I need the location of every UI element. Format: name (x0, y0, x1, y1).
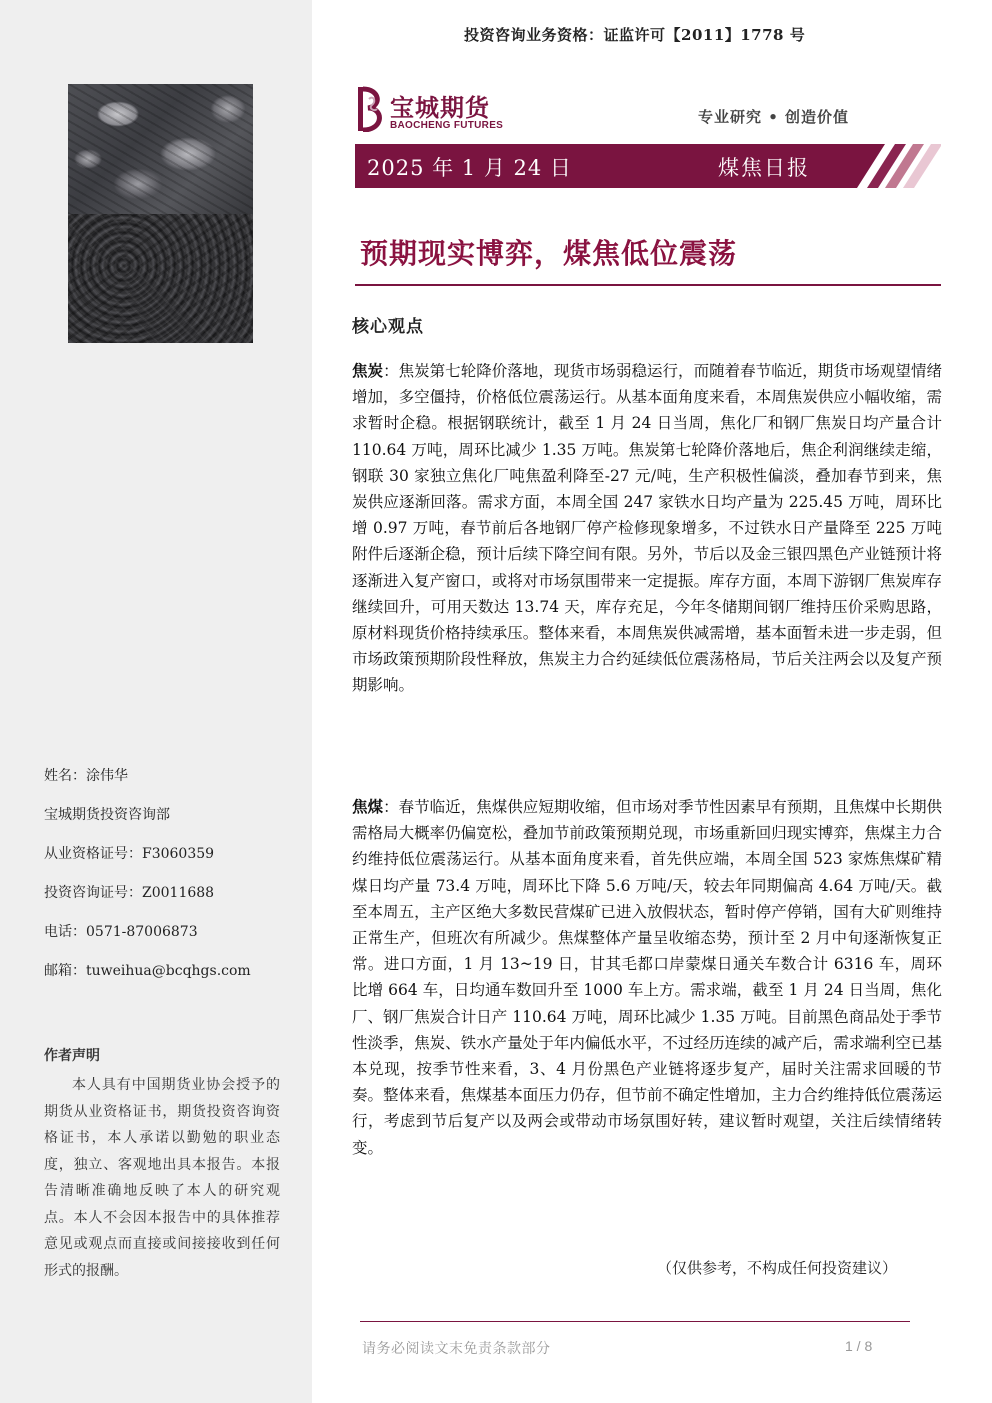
report-type: 煤焦日报 (718, 156, 810, 180)
paragraph-lead: 焦煤 (352, 797, 384, 816)
declaration-text: 本人具有中国期货业协会授予的期货从业资格证书，期货投资咨询资格证书，本人承诺以勤勉的职业态度，独立、客观地出具本报告。本报告清晰准确地反映了本人的研究观点。本人不会因本报告中的具体推荐意见或观点而直接或间接接收到任何形式的报酬。 (44, 1077, 280, 1279)
investment-disclaimer: （仅供参考，不构成任何投资建议） (657, 1259, 898, 1277)
author-dept: 宝城期货投资咨询部 (44, 807, 170, 823)
section-title: 核心观点 (352, 317, 424, 337)
author-info (44, 765, 284, 999)
coal-lumps-image (68, 84, 253, 214)
brand-logo (356, 86, 526, 134)
brand-name-en: BAOCHENG FUTURES (390, 120, 504, 131)
author-qualification: 从业资格证号：F3060359 (44, 846, 215, 862)
author-consult-id: 投资咨询证号：Z0011688 (44, 885, 215, 901)
report-headline: 预期现实博弈，煤焦低位震荡 (360, 237, 738, 270)
footer-note: 请务必阅读文末免责条款部分 (362, 1341, 551, 1357)
paragraph-lead: 焦炭 (352, 361, 384, 380)
declaration-title: 作者声明 (44, 1048, 100, 1064)
headline-divider (355, 284, 941, 286)
coke-pile-image (68, 214, 253, 343)
paragraph-text: ：焦炭第七轮降价落地，现货市场弱稳运行，而随着春节临近，期货市场观望情绪增加，多空僵持，价格低位震荡运行。从基本面角度来看，本周焦炭供应小幅收缩，需求暂时企稳。根据钢联统计，截至 1 月 24 日当周，焦化厂和钢厂焦炭日均产量合计 110.64 万吨，周环比减少 1.35 万吨。焦炭第七轮降价落地后，焦企利润继续走缩，钢联 30 家独立焦化厂吨焦盈利降至-27 元/吨，生产积极性偏淡，叠加春节到来，焦炭供应逐渐回落。需求方面，本周全国 247 家铁水日均产量为 225.45 万吨，周环比增 0.97 万吨，春节前后各地钢厂停产检修现象增多，不过铁水日产量降至 225 万吨附件后逐渐企稳，预计后续下降空间有限。另外，节后以及金三银四黑色产业链预计将逐渐进入复产窗口，或将对市场氛围带来一定提振。库存方面，本周下游钢厂焦炭库存继续回升，可用天数达 13.74 天，库存充足，今年冬储期间钢厂维持压价采购思路，原材料现货价格持续承压。整体来看，本周焦炭供减需增，基本面暂未进一步走弱，但市场政策预期阶段性释放，焦炭主力合约延续低位震荡格局，节后关注两会以及复产预期影响。 (352, 362, 942, 695)
paragraph-text: ：春节临近，焦煤供应短期收缩，但市场对季节性因素早有预期，且焦煤中长期供需格局大概率仍偏宽松，叠加节前政策预期兑现，市场重新回归现实博弈，焦煤主力合约维持低位震荡运行。从基本面角度来看，首先供应端，本周全国 523 家炼焦煤矿精煤日均产量 73.4 万吨，周环比下降 5.6 万吨/天，较去年同期偏高 4.64 万吨/天。截至本周五，主产区绝大多数民营煤矿已进入放假状态，暂时停产停销，国有大矿则维持正常生产，但班次有所减少。焦煤整体产量呈收缩态势，预计至 2 月中旬逐渐恢复正常。进口方面，1 月 13~19 日，甘其毛都口岸蒙煤日通关车数合计 6316 车，周环比增 664 车，日均通车数回升至 1000 车上方。需求端，截至 1 月 24 日当周，焦化厂、钢厂焦炭合计日产 110.64 万吨，周环比减少 1.35 万吨。目前黑色商品处于季节性淡季，焦炭、铁水产量处于年内偏低水平，不过经历连续的减产后，需求端利空已基本兑现，按季节性来看，3、4 月份黑色产业链将逐步复产，届时关注需求回暖的节奏。整体来看，焦煤基本面压力仍存，但节前不确定性增加，主力合约维持低位震荡运行，考虑到节后复产以及两会或带动市场氛围好转，建议暂时观望，关注后续情绪转变。 (352, 798, 942, 1157)
author-name: 姓名：涂伟华 (44, 768, 128, 784)
author-phone: 电话：0571-87006873 (44, 924, 198, 940)
slogan: 专业研究 • 创造价值 (698, 108, 850, 126)
paragraph-coking-coal (352, 794, 942, 1161)
license-line: 投资咨询业务资格：证监许可【2011】1778 号 (464, 26, 806, 44)
brand-name-cn: 宝城期货 (390, 93, 490, 122)
left-sidebar (0, 0, 312, 1403)
date-banner (355, 144, 941, 188)
page-number: 1 / 8 (845, 1338, 873, 1354)
author-email[interactable]: 邮箱：tuweihua@bcqhgs.com (44, 963, 251, 979)
paragraph-coke (352, 358, 942, 699)
footer-divider (360, 1321, 910, 1322)
brand-logo-icon (356, 86, 386, 132)
report-date: 2025 年 1 月 24 日 (367, 156, 572, 180)
